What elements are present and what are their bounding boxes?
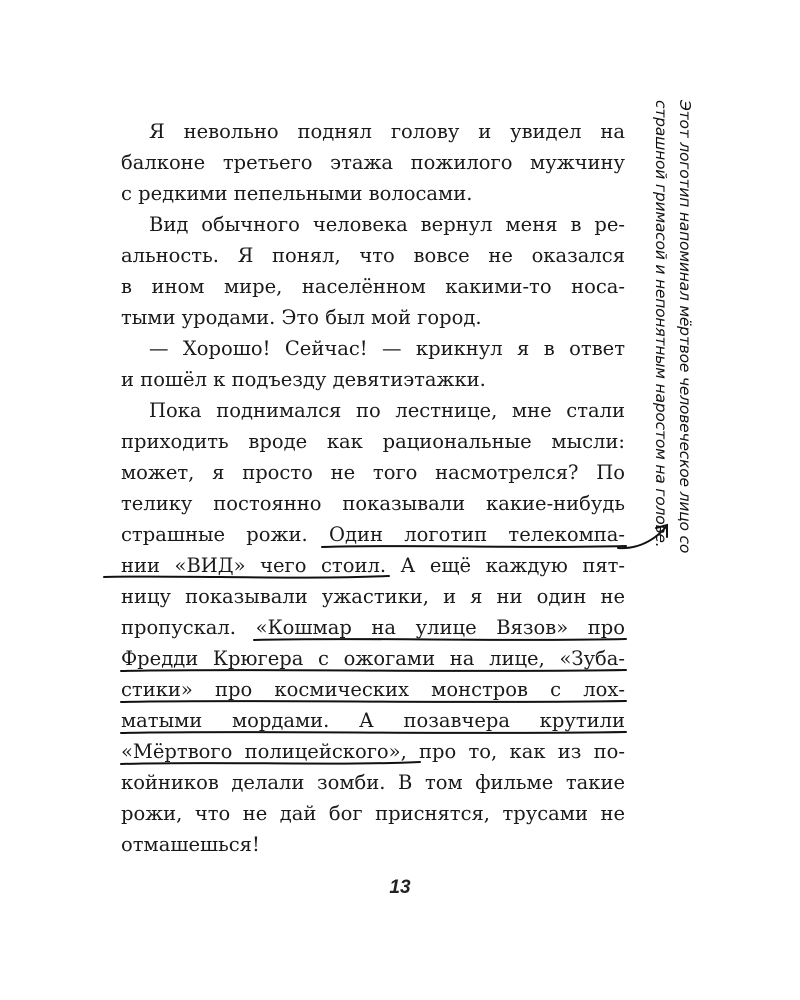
text-line: и пошёл к подъезду девятиэтажки. [121, 368, 486, 391]
text-line: нии «ВИД» чего стоил. А ещё каждую пят- [121, 554, 625, 577]
underline-stroke [121, 732, 626, 733]
text-line: стики» про космических монстров с лох- [121, 678, 625, 701]
text-line: тыми уродами. Это был мой город. [121, 306, 482, 329]
text-line: может, я просто не того насмотрелся? По [121, 461, 625, 484]
text-line: альность. Я понял, что вовсе не оказался [121, 244, 625, 267]
underline-stroke [121, 762, 420, 764]
text-line: матыми мордами. А позавчера крутили [121, 709, 625, 732]
text-line: рожи, что не дай бог приснятся, трусами не [121, 802, 625, 825]
text-line: Я невольно поднял голову и увидел на [149, 120, 625, 143]
text-line: Фредди Крюгера с ожогами на лице, «Зуба- [121, 647, 625, 670]
text-line: отмашешься! [121, 833, 260, 856]
text-line: ницу показывали ужастики, и я ни один не [121, 585, 625, 608]
text-line: пропускал. «Кошмар на улице Вязов» про [121, 616, 625, 639]
underline-stroke [254, 639, 626, 640]
text-line: с редкими пепельными волосами. [121, 182, 473, 205]
text-line: «Мёртвого полицейского», про то, как из по- [121, 740, 625, 763]
text-line: — Хорошо! Сейчас! — крикнул я в ответ [149, 337, 625, 360]
underline-stroke [121, 701, 626, 702]
text-line: балконе третьего этажа пожилого мужчину [121, 151, 625, 174]
margin-note [649, 100, 697, 554]
margin-note-line: страшной гримасой и непонятным наростом на голове. [652, 100, 670, 548]
text-line: Пока поднимался по лестнице, мне стали [149, 399, 625, 422]
text-line: в ином мире, населённом какими-то носа- [121, 275, 625, 298]
underline-stroke [322, 546, 626, 547]
text-line: Вид обычного человека вернул меня в ре- [149, 213, 625, 236]
text-line: телику постоянно показывали какие-нибудь [121, 492, 625, 515]
text-line: приходить вроде как рациональные мысли: [121, 430, 625, 453]
text-line: страшные рожи. Один логотип телекомпа- [121, 523, 625, 546]
margin-note-line: Этот логотип напоминал мёртвое человеческое лицо со [676, 100, 694, 554]
underline-stroke [121, 670, 626, 671]
page-number: 13 [389, 877, 411, 898]
text-line: койников делали зомби. В том фильме такие [121, 771, 625, 794]
underline-stroke [104, 576, 389, 578]
